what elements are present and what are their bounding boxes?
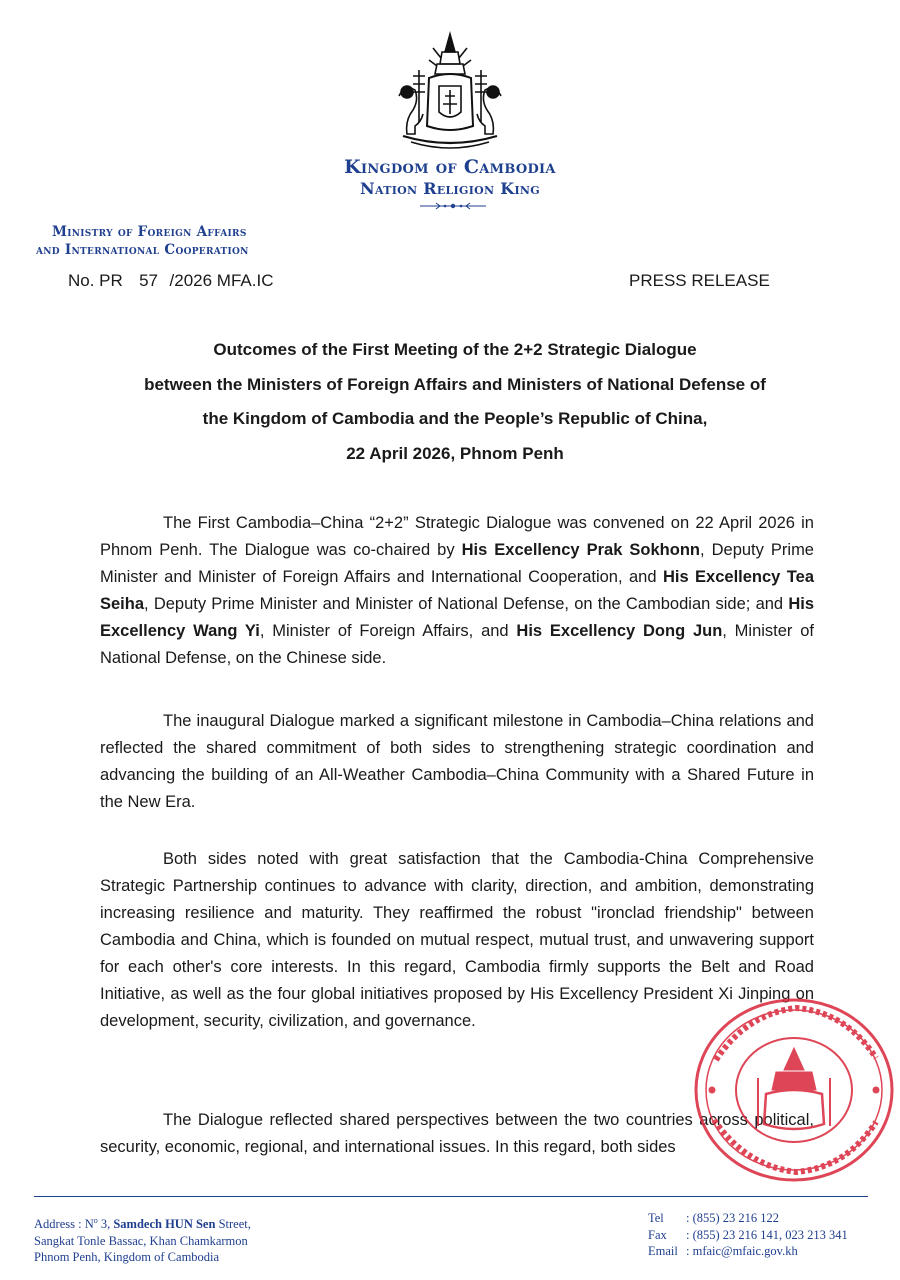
ref-prefix: No. PR	[68, 271, 123, 290]
title-line: Outcomes of the First Meeting of the 2+2 Strategic Dialogue	[213, 340, 697, 359]
contact-tel	[648, 1210, 848, 1227]
contact-email[interactable]	[648, 1243, 848, 1260]
official-seal-stamp-icon	[686, 990, 896, 1185]
ref-number: 57	[139, 271, 158, 290]
reference-number	[68, 271, 273, 291]
tel-label: Tel	[648, 1211, 664, 1225]
ref-suffix: /2026 MFA.IC	[169, 271, 274, 290]
email-value[interactable]: : mfaic@mfaic.gov.kh	[686, 1244, 798, 1258]
paragraph-3: Both sides noted with great satisfaction that the Cambodia-China Comprehensive Strategic Partnership continues to advance with clarity, direction, and ambition, demonstrating increasing resilience and maturity. They reaffirmed the robust "ironclad friendship" between Cambodia and China, which is founded on mutual respect, mutual trust, and unwavering support for each other's core interests. In this regard, Cambodia firmly supports the Belt and Road Initiative, as well as the four global initiatives proposed by His Excellency President Xi Jinping on development, security, civilization, and governance.	[100, 850, 814, 1030]
footer-address	[34, 1213, 251, 1266]
kingdom-title: Kingdom of Cambodia	[344, 156, 556, 178]
title-line: between the Ministers of Foreign Affairs and Ministers of National Defense of	[144, 374, 766, 394]
contact-fax	[648, 1227, 848, 1244]
address-street-name: Samdech HUN Sen	[113, 1217, 216, 1232]
title-line: the Kingdom of Cambodia and the People’s Republic of China,	[202, 409, 708, 428]
paragraph-1	[100, 510, 814, 672]
fax-label: Fax	[648, 1227, 667, 1242]
p1-segment: , Minister of Foreign Affairs, and	[259, 622, 517, 640]
address-line-2: Sangkat Tonle Bassac, Khan Chamkarmon	[34, 1233, 248, 1248]
address-street-suffix: Street,	[215, 1217, 251, 1232]
title-line: 22 April 2026, Phnom Penh	[346, 443, 564, 463]
paragraph-2: The inaugural Dialogue marked a significant milestone in Cambodia–China relations and reflected the shared commitment of both sides to strengthening strategic coordination and advancing the building of an All-Weather Cambodia–China Community with a Shared Future in the New Era.	[100, 712, 814, 811]
p1-segment: , Minister of National Defense, on the Chinese side.	[100, 622, 814, 667]
footer-divider	[34, 1196, 868, 1197]
p1-segment: , Deputy Prime Minister and Minister of Foreign Affairs and International Cooperation, and	[100, 541, 814, 586]
email-label: Email	[648, 1244, 678, 1258]
fax-value: : (855) 23 216 141, 023 213 341	[686, 1227, 848, 1242]
ornament-divider-icon	[418, 201, 488, 211]
ministry-name-line1: Ministry of Foreign Affairs	[52, 224, 247, 240]
p1-segment: , Deputy Prime Minister and Minister of National Defense, on the Cambodian side; and	[144, 595, 789, 613]
document-type: PRESS RELEASE	[629, 271, 770, 290]
ministry-name-line2: and International Cooperation	[36, 242, 249, 258]
national-motto: Nation Religion King	[360, 179, 540, 198]
p1-name-wang-yi: His Excellency Wang Yi	[100, 595, 814, 640]
address-number: 3,	[97, 1217, 114, 1232]
royal-emblem-icon	[385, 30, 515, 155]
tel-value: : (855) 23 216 122	[686, 1211, 780, 1225]
address-line-1	[34, 1213, 251, 1233]
address-number-sup: o	[93, 1216, 98, 1225]
address-line-3: Phnom Penh, Kingdom of Cambodia	[34, 1250, 220, 1265]
p1-name-tea-seiha: His Excellency Tea Seiha	[100, 568, 814, 613]
p1-name-prak-sokhonn: His Excellency Prak Sokhonn	[461, 541, 700, 559]
address-label: Address : N	[34, 1217, 94, 1232]
p1-name-dong-jun: His Excellency Dong Jun	[516, 622, 723, 640]
press-release-title	[100, 333, 810, 471]
paragraph-4: The Dialogue reflected shared perspectives between the two countries across political, security, economic, regional, and international issues. In this regard, both sides	[100, 1111, 814, 1156]
footer-contact	[648, 1210, 848, 1260]
p1-segment: The First Cambodia–China “2+2” Strategic Dialogue was convened on 22 April 2026 in Phnom Penh. The Dialogue was co-chaired by	[100, 514, 814, 559]
